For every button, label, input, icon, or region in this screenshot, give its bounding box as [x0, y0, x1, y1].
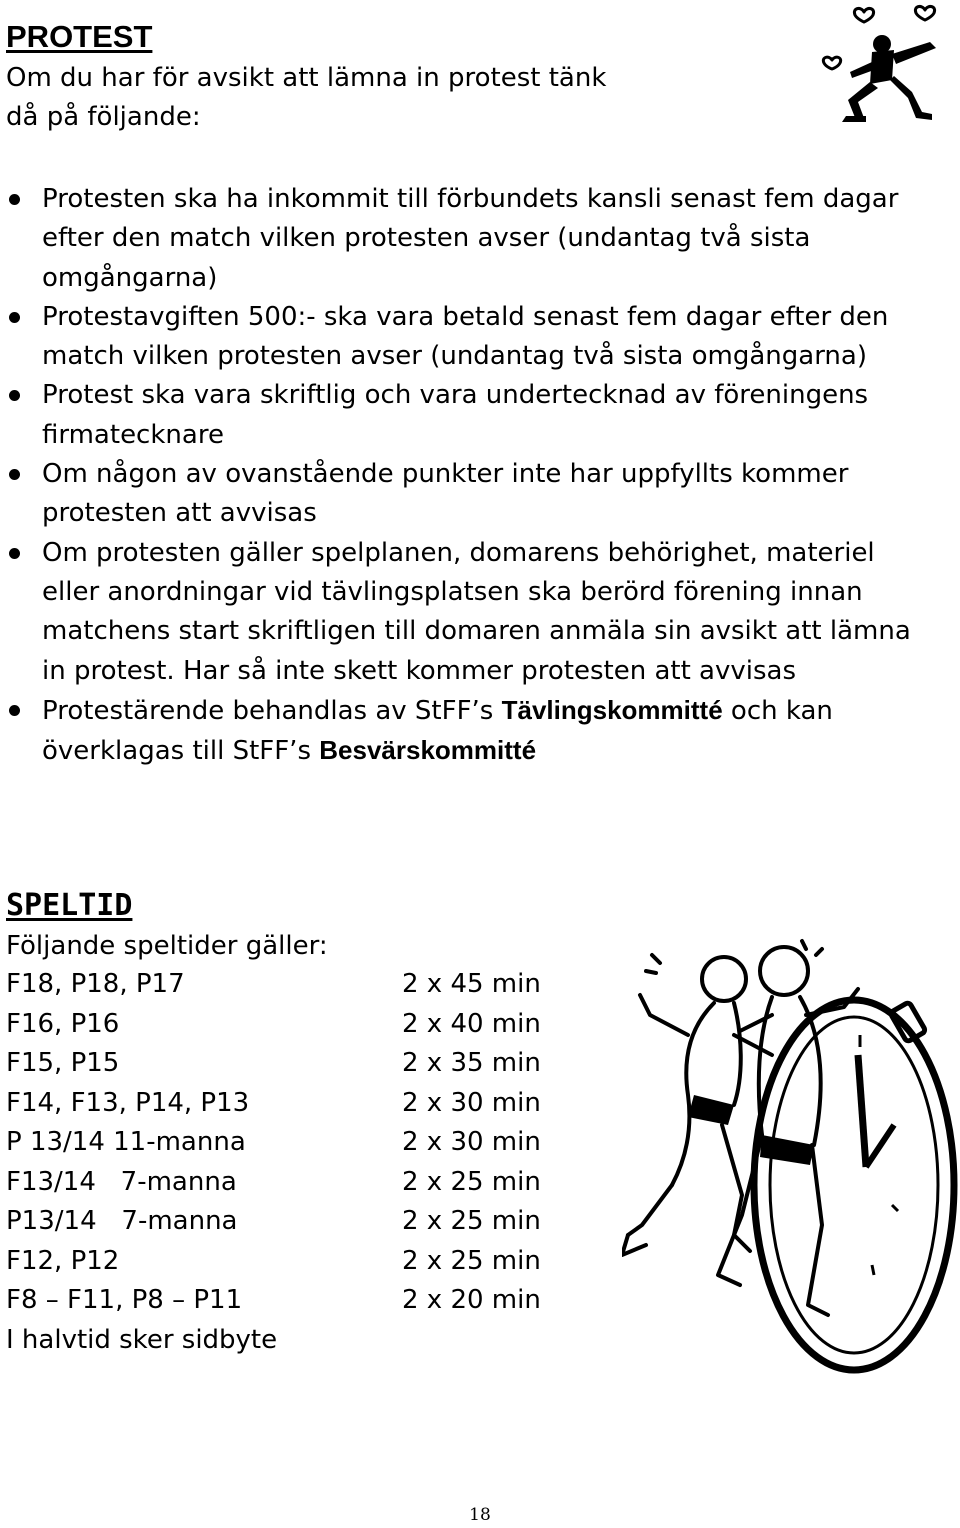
table-row	[6, 1084, 606, 1124]
rule-text: Protestavgiften 500:- ska vara betald senast fem dagar efter den match vilken protesten avser (undantag två sista omgångarna)	[42, 301, 889, 372]
kneeling-figure-with-hearts-icon	[812, 2, 960, 128]
table-row	[6, 1242, 606, 1282]
age-classes: F8 – F11, P8 – P11	[6, 1285, 243, 1315]
age-classes: F12, P12	[6, 1245, 120, 1276]
age-classes: P13/14 7-manna	[6, 1206, 238, 1236]
match-duration: 2 x 35 min	[402, 1048, 541, 1078]
protest-rules-list	[0, 180, 930, 771]
list-item	[0, 691, 930, 772]
appeals-committee: Besvärskommitté	[319, 735, 537, 766]
rule-text: Protesten ska ha inkommit till förbundets kansli senast fem dagar efter den match vilken protesten avser (undantag två sista omgångarna)	[42, 184, 899, 293]
speltid-intro: Följande speltider gäller:	[6, 931, 328, 961]
age-classes: F14, F13, P14, P13	[6, 1087, 250, 1118]
rule-text-part2: och kan överklagas till StFF’s	[42, 695, 833, 767]
match-duration: 2 x 30 min	[402, 1087, 541, 1118]
bullet-icon	[9, 312, 20, 323]
rule-text-part1: Protestärende behandlas av StFF’s	[42, 695, 502, 726]
bullet-icon	[9, 705, 20, 716]
table-row	[6, 1005, 606, 1045]
match-duration: 2 x 25 min	[402, 1166, 541, 1197]
competition-committee: Tävlingskommitté	[501, 694, 723, 725]
match-duration: 2 x 40 min	[402, 1008, 541, 1039]
match-duration: 2 x 25 min	[402, 1245, 541, 1276]
rule-text: Om någon av ovanstående punkter inte har uppfyllts kommer protesten att avvisas	[42, 459, 849, 529]
list-item	[0, 376, 930, 455]
table-row	[6, 965, 606, 1005]
speltid-heading: SPELTID	[6, 888, 133, 923]
rule-text: Protest ska vara skriftlig och vara undertecknad av föreningens firmatecknare	[42, 380, 869, 450]
list-item	[0, 455, 930, 534]
table-row	[6, 1123, 606, 1163]
bullet-icon	[9, 548, 20, 559]
age-classes: F18, P18, P17	[6, 969, 185, 999]
match-duration: 2 x 20 min	[402, 1285, 541, 1315]
rule-text: Om protesten gäller spelplanen, domarens behörighet, materiel eller anordningar vid tävlingsplatsen ska berörd förening innan matchens start skriftligen till domaren anmäla sin avsikt att lämna in protest. Har så inte skett kommer protesten att avvisas	[42, 537, 911, 686]
halftime-note: I halvtid sker sidbyte	[6, 1325, 278, 1355]
list-item	[0, 180, 930, 298]
table-row	[6, 1044, 606, 1084]
table-row	[6, 1163, 606, 1203]
age-classes: F15, P15	[6, 1048, 120, 1078]
table-row	[6, 1281, 606, 1321]
age-classes: F13/14 7-manna	[6, 1166, 237, 1197]
playing-times-table	[6, 965, 606, 1321]
match-duration: 2 x 25 min	[402, 1206, 541, 1236]
list-item	[0, 534, 930, 691]
match-duration: 2 x 30 min	[402, 1127, 541, 1157]
protest-intro-line2: då på följande:	[6, 102, 201, 132]
protest-intro-line1: Om du har för avsikt att lämna in protest tänk	[6, 63, 607, 93]
age-classes: P 13/14 11-manna	[6, 1127, 246, 1157]
bullet-icon	[9, 390, 20, 401]
list-item	[0, 298, 930, 377]
runners-and-stopwatch-icon	[622, 935, 960, 1390]
bullet-icon	[9, 469, 20, 480]
page-number: 18	[469, 1505, 491, 1525]
protest-heading: PROTEST	[6, 19, 153, 54]
age-classes: F16, P16	[6, 1008, 120, 1039]
match-duration: 2 x 45 min	[402, 969, 541, 999]
table-row	[6, 1202, 606, 1242]
bullet-icon	[9, 194, 20, 205]
